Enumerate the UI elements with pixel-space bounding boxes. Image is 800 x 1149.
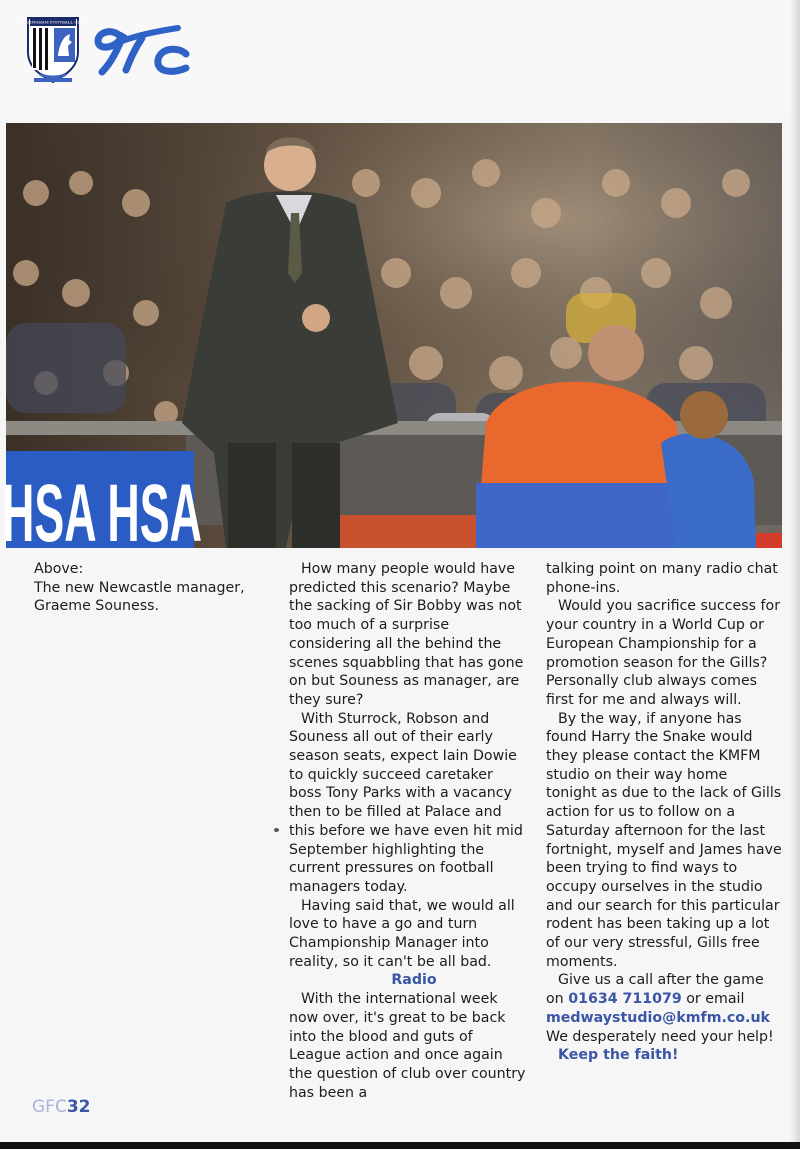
article-column-3 bbox=[546, 560, 782, 1065]
bottom-border bbox=[0, 1142, 800, 1149]
page-folio bbox=[32, 1097, 91, 1117]
crest-label: GILLINGHAM FOOTBALL CLUB bbox=[19, 19, 87, 25]
sign-off: Keep the faith! bbox=[558, 1047, 679, 1064]
paragraph: By the way, if anyone has found Harry the Snake would they please contact the KMFM studio on their way home tonight as due to the lack of Gills action for us to follow on a Saturday afternoon for the last fortnight, myself and James have been trying to find ways to occupy ourselves in the studio and our search for this particular rodent has been taking up a lot of our very stressful, Gills free moments. bbox=[546, 710, 782, 970]
paragraph: With Sturrock, Robson and Souness all out of their early season seats, expect Iain Dowie to quickly succeed caretaker boss Tony Parks with a vacancy then to be filled at Palace and this before we have even hit mid September highlighting the current pressures on football managers today. bbox=[289, 710, 523, 895]
contact-mid: or email bbox=[686, 991, 745, 1008]
caption-label: Above: bbox=[34, 561, 84, 577]
folio-prefix: GFC bbox=[32, 1097, 67, 1117]
paragraph: Having said that, we would all love to have a go and turn Championship Manager into reality, so it can't be all bad. bbox=[289, 897, 515, 970]
club-crest-icon bbox=[19, 12, 87, 84]
paragraph: talking point on many radio chat phone-ins. bbox=[546, 561, 778, 596]
email-address: medwaystudio@kmfm.co.uk bbox=[546, 1009, 770, 1026]
photo-manager-touchline bbox=[2, 123, 782, 559]
paragraph: How many people would have predicted this scenario? Maybe the sacking of Sir Bobby was not too much of a surprise considering all the behind the scenes squabbling that has gone on but Souness as manager, are they sure? bbox=[289, 561, 524, 708]
phone-number: 01634 711079 bbox=[568, 991, 682, 1008]
section-subhead: Radio bbox=[391, 972, 437, 989]
caption-text: The new Newcastle manager, Graeme Souness. bbox=[34, 579, 245, 615]
photo-caption bbox=[34, 560, 254, 616]
page-edge-shadow bbox=[790, 0, 800, 1149]
contact-paragraph bbox=[546, 971, 782, 1046]
photo-hoarding-text: HSA HSA bbox=[2, 468, 203, 559]
contact-suffix: We desperately need your help! bbox=[546, 1028, 774, 1045]
article-column-2 bbox=[289, 560, 527, 1102]
print-speck bbox=[274, 828, 279, 832]
paragraph: Would you sacrifice success for your country in a World Cup or European Championship for a promotion season for the Gills? Personally club always comes first for me and always will. bbox=[546, 598, 781, 708]
page-number: 32 bbox=[66, 1097, 91, 1117]
paragraph: With the international week now over, it's great to be back into the blood and guts of League action and once again the question of club over country has been a bbox=[289, 991, 526, 1101]
gfc-logo bbox=[90, 14, 194, 80]
contact-prefix: Give us a call after the game on bbox=[546, 972, 764, 1008]
